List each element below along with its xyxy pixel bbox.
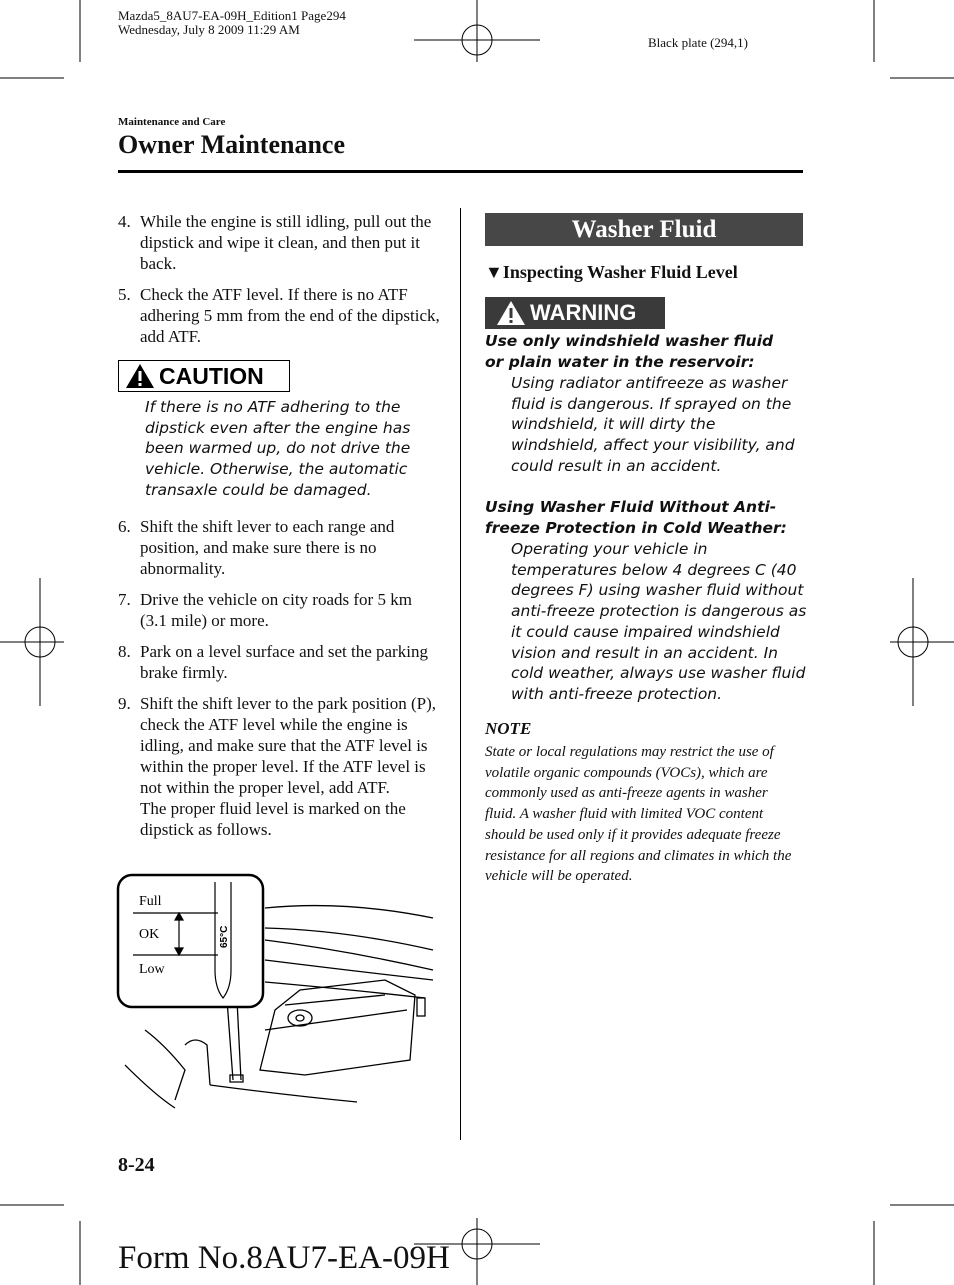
steps-list-a xyxy=(118,211,440,347)
page-title: Owner Maintenance xyxy=(118,130,345,159)
step-text: Shift the shift lever to the park position (P), check the ATF level while the engine is idling, and make sure that the ATF level is within the proper level. If the ATF level is not within the proper level, add ATF. xyxy=(140,694,437,797)
column-divider xyxy=(460,208,461,1140)
note-text: State or local regulations may restrict the use of volatile organic compounds (VOCs), which are commonly used as anti-freeze agents in washer fluid. A washer fluid with limited VOC content should be used only if it provides adequate freeze resistance for all regions and climates in which the vehicle will be operated. xyxy=(485,744,792,885)
step-text: Park on a level surface and set the parking brake firmly. xyxy=(140,642,428,682)
subheading xyxy=(485,262,738,283)
steps-list-b xyxy=(118,516,440,840)
warning-triangle-icon xyxy=(125,363,155,389)
list-item xyxy=(118,641,440,683)
warning-item-1-body: Using radiator antifreeze as washer fluid is dangerous. If sprayed on the windshield, it will dirty the windshield, affect your visibility, and could result in an accident. xyxy=(511,374,795,475)
section-label: Maintenance and Care xyxy=(118,116,226,128)
warning-item-2-heading: Using Washer Fluid Without Anti-freeze Protection in Cold Weather: xyxy=(485,498,787,537)
step-number: 8. xyxy=(118,642,131,661)
warning-item-1-heading: Use only windshield washer fluid or plain water in the reservoir: xyxy=(485,332,774,371)
section-title-bar: Washer Fluid xyxy=(485,213,803,246)
caution-badge xyxy=(118,360,290,392)
step-number: 6. xyxy=(118,517,131,536)
step-text: While the engine is still idling, pull out the dipstick and wipe it clean, and then put it back. xyxy=(140,212,432,273)
subheading-text: Inspecting Washer Fluid Level xyxy=(502,262,738,282)
list-item xyxy=(118,589,440,631)
step-number: 5. xyxy=(118,285,131,304)
left-column xyxy=(118,211,440,357)
figure-label-ok: OK xyxy=(139,927,160,942)
step-text: Check the ATF level. If there is no ATF adhering 5 mm from the end of the dipstick, add ATF. xyxy=(140,285,440,346)
warning-item-2-body: Operating your vehicle in temperatures below 4 degrees C (40 degrees F) using washer fluid without anti-freeze protection is dangerous as it could cause impaired windshield vision and result in an accident. In cold weather, always use washer fluid with anti-freeze protection. xyxy=(511,540,807,703)
step-text-continued: The proper fluid level is marked on the dipstick as follows. xyxy=(140,799,406,839)
figure-temp-mark: 65°C xyxy=(219,925,230,948)
list-item xyxy=(118,516,440,579)
step-text: Shift the shift lever to each range and position, and make sure there is no abnormality. xyxy=(140,517,395,578)
header-rule xyxy=(118,170,803,173)
step-text: Drive the vehicle on city roads for 5 km (3.1 mile) or more. xyxy=(140,590,412,630)
page-number: 8-24 xyxy=(118,1154,155,1176)
step-number: 9. xyxy=(118,694,131,713)
caution-text: If there is no ATF adhering to the dipstick even after the engine has been warmed up, do not drive the vehicle. Otherwise, the automatic transaxle could be damaged. xyxy=(145,398,411,499)
step-number: 4. xyxy=(118,212,131,231)
left-column-continued xyxy=(118,516,440,850)
list-item xyxy=(118,284,440,347)
black-plate-label: Black plate (294,1) xyxy=(648,35,748,50)
step-number: 7. xyxy=(118,590,131,609)
figure-label-low: Low xyxy=(139,962,165,977)
warning-label: WARNING xyxy=(530,300,637,325)
caution-label: CAUTION xyxy=(159,362,264,389)
warning-badge xyxy=(485,297,665,329)
warning-triangle-icon xyxy=(496,300,526,326)
list-item xyxy=(118,693,440,840)
figure-label-full: Full xyxy=(139,894,162,909)
form-number: Form No.8AU7-EA-09H xyxy=(118,1240,450,1276)
dipstick-illustration xyxy=(115,870,440,1115)
list-item xyxy=(118,211,440,274)
note-label: NOTE xyxy=(485,719,532,738)
print-date-line: Wednesday, July 8 2009 11:29 AM xyxy=(118,22,300,37)
subheading-marker: ▼ xyxy=(485,262,503,282)
print-file-line: Mazda5_8AU7-EA-09H_Edition1 Page294 xyxy=(118,8,346,23)
